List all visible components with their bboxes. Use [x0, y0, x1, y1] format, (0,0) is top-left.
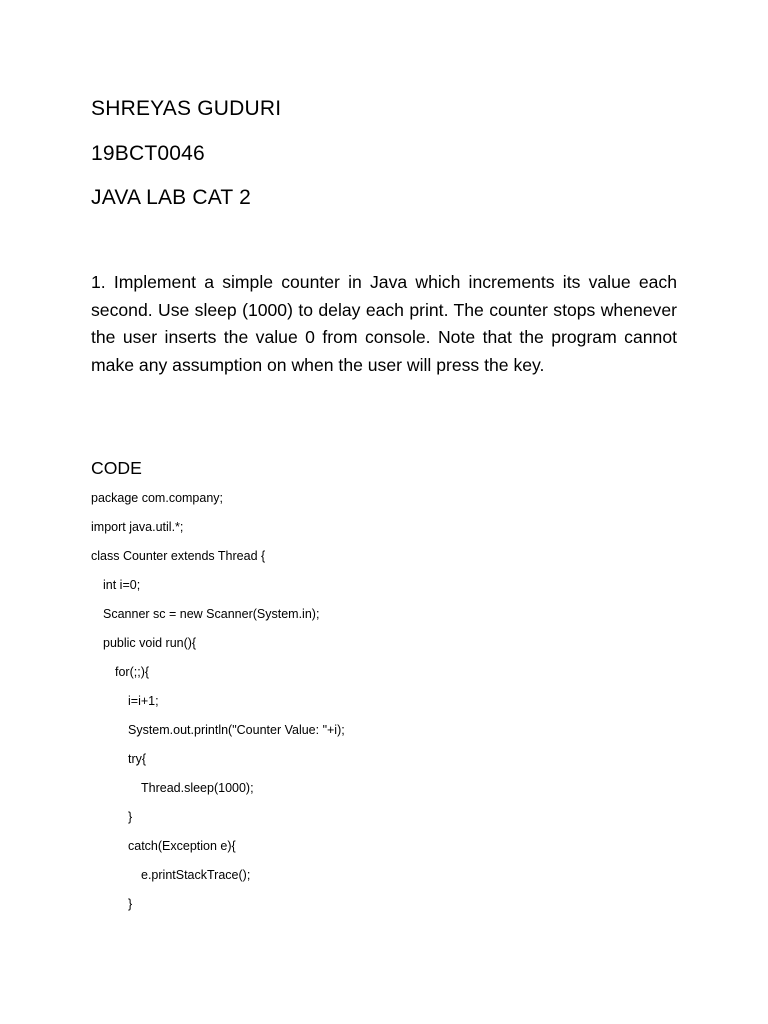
code-line: e.printStackTrace(); — [141, 868, 251, 882]
code-line: Thread.sleep(1000); — [141, 781, 254, 795]
course-title: JAVA LAB CAT 2 — [91, 186, 251, 209]
code-line: package com.company; — [91, 491, 224, 505]
code-line: int i=0; — [103, 578, 141, 592]
code-line: System.out.println("Counter Value: "+i); — [128, 723, 345, 737]
student-name: SHREYAS GUDURI — [91, 97, 282, 120]
question-text: 1. Implement a simple counter in Java which increments its value each second. Use sleep (1000) to delay each print. The counter stops whenever the user inserts the value 0 from console. Note that the program cannot make any assumption on when the user will press the key. — [91, 272, 677, 375]
code-line: Scanner sc = new Scanner(System.in); — [103, 607, 320, 621]
code-line: try{ — [128, 752, 147, 766]
code-line: import java.util.*; — [91, 520, 184, 534]
code-heading: CODE — [91, 458, 142, 478]
code-line: public void run(){ — [103, 636, 197, 650]
code-line: } — [128, 810, 133, 824]
code-line: } — [128, 897, 133, 911]
code-line: class Counter extends Thread { — [91, 549, 266, 563]
code-line: for(;;){ — [115, 665, 150, 679]
code-line: catch(Exception e){ — [128, 839, 236, 853]
code-line: i=i+1; — [128, 694, 159, 708]
registration-number: 19BCT0046 — [91, 142, 205, 165]
